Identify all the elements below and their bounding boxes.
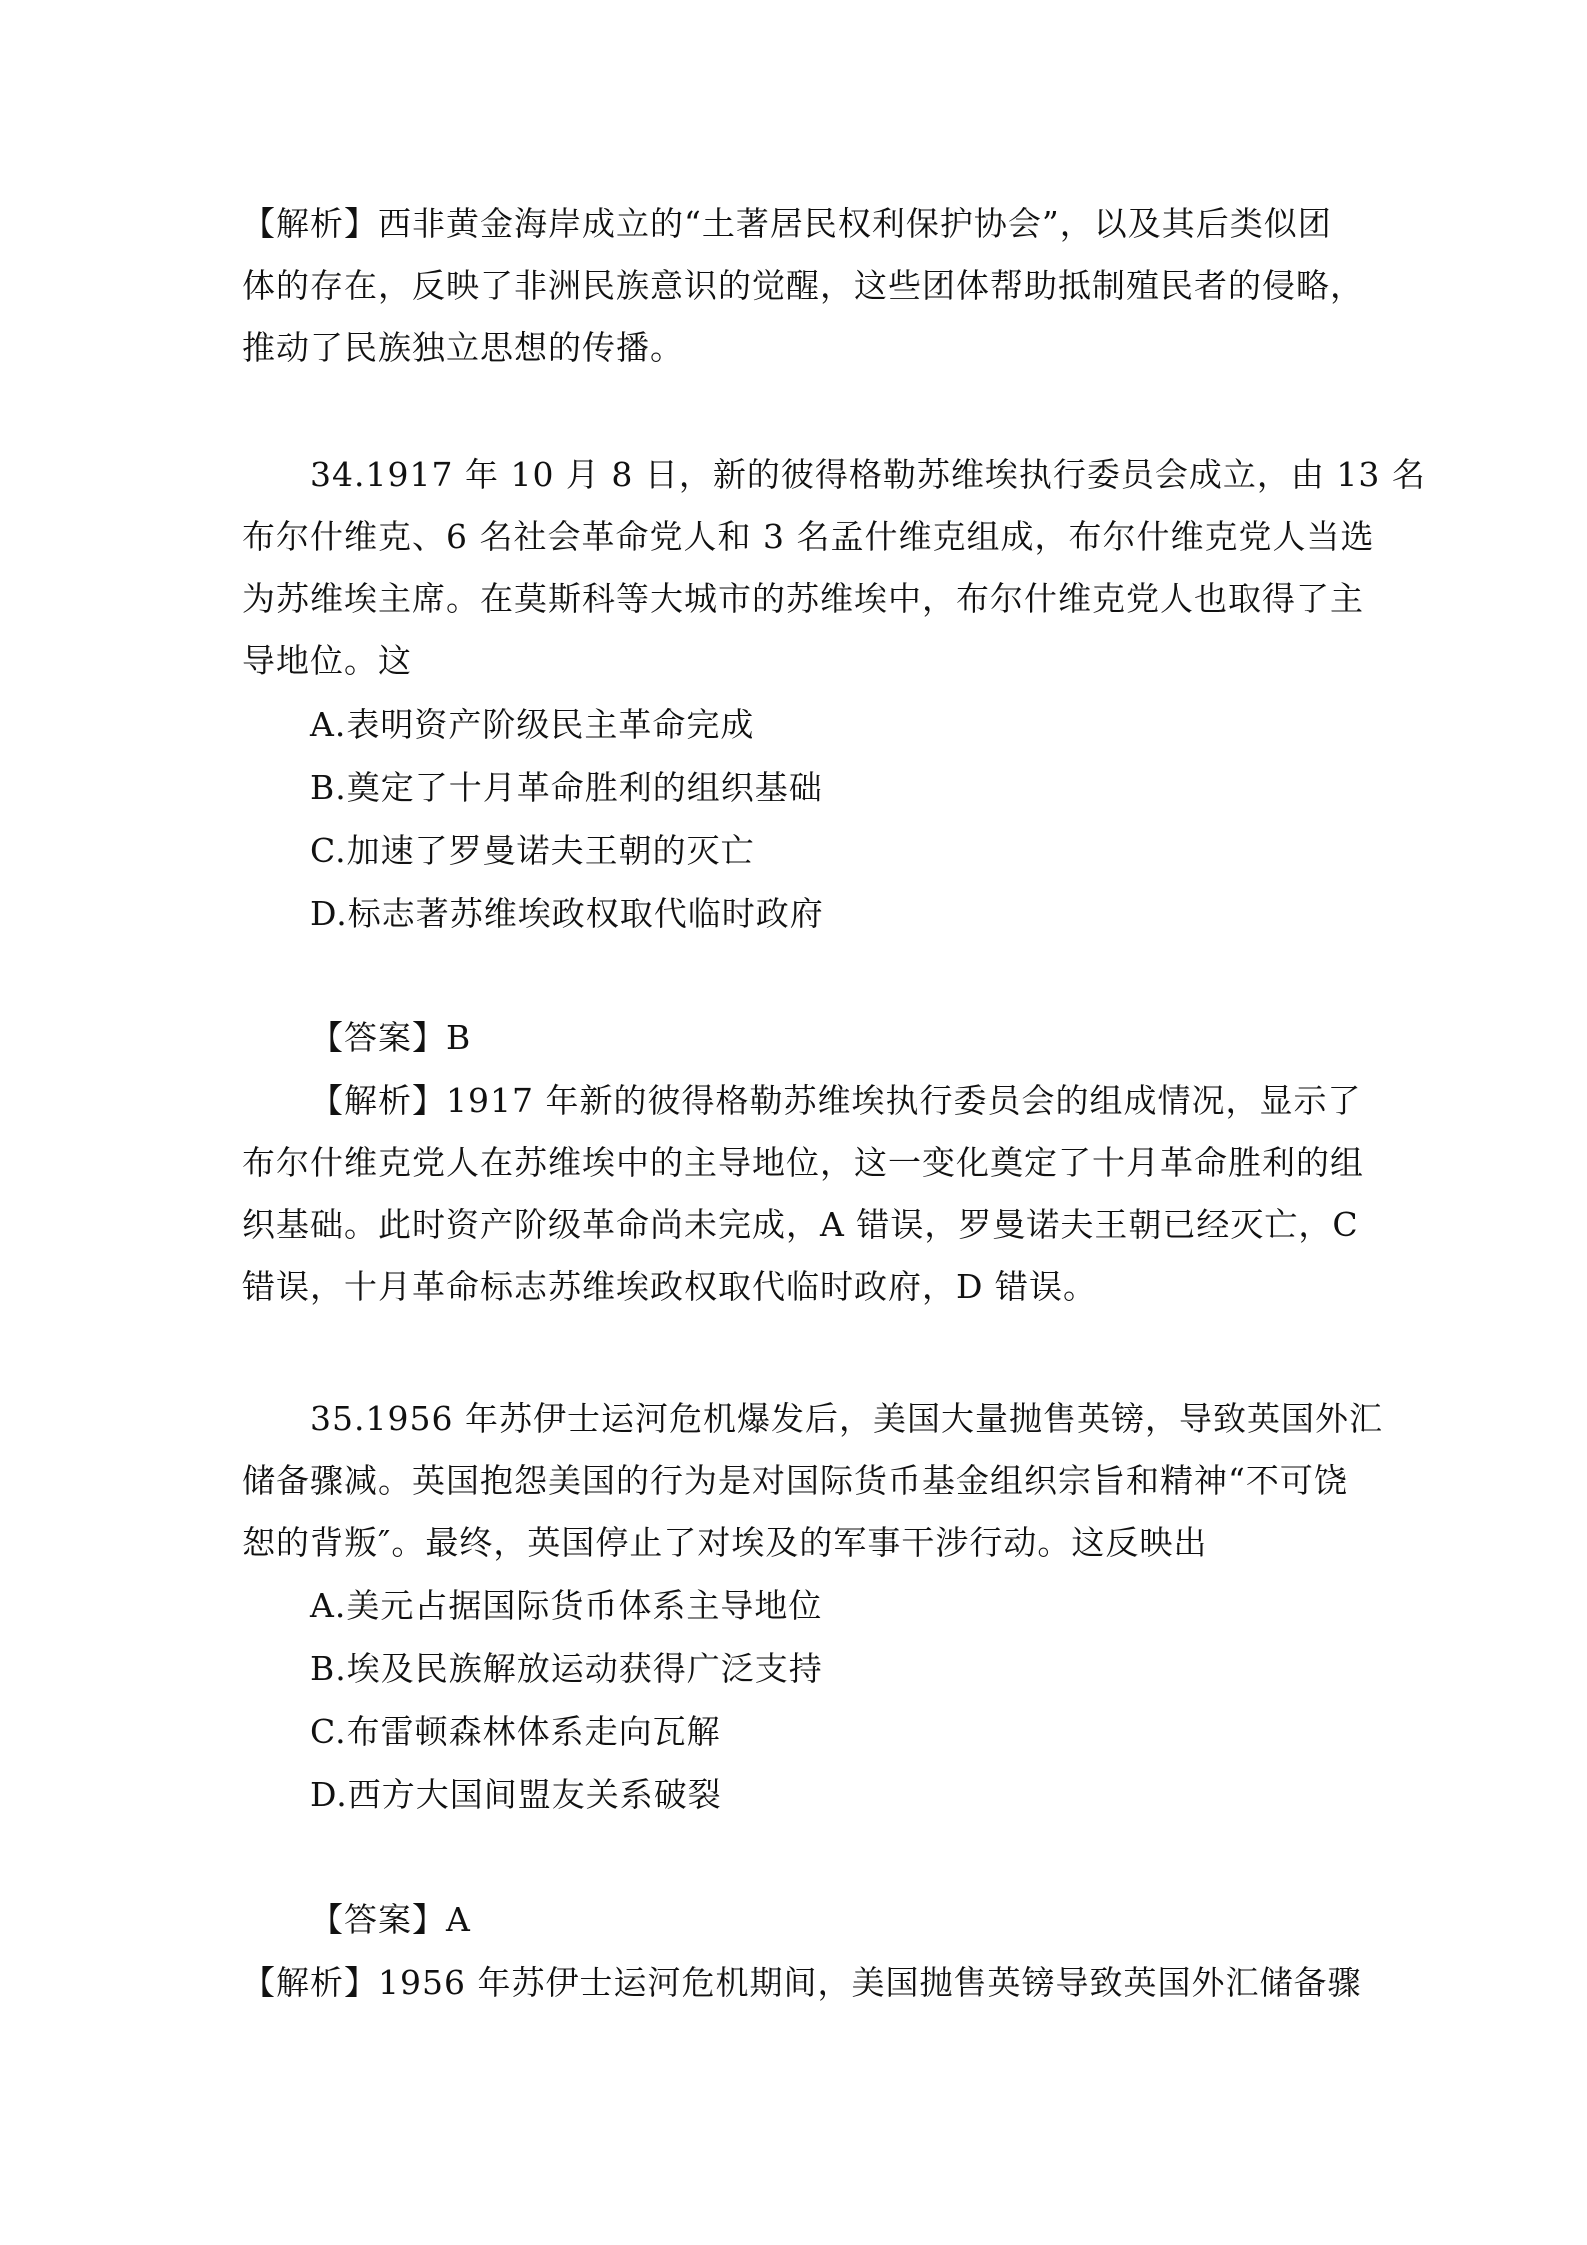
analysis-line: 体的存在，反映了非洲民族意识的觉醒，这些团体帮助抵制殖民者的侵略，: [242, 266, 1364, 305]
question-34-analysis: [242, 1070, 1364, 1318]
question-35-option-a: A.美元占据国际货币体系主导地位: [310, 1586, 823, 1625]
question-34-option-a: A.表明资产阶级民主革命完成: [310, 705, 755, 744]
stem-line: 储备骤减。英国抱怨美国的行为是对国际货币基金组织宗旨和精神“不可饶: [242, 1461, 1348, 1500]
question-34-option-b: B.奠定了十月革命胜利的组织基础: [310, 768, 823, 807]
question-35-analysis: [242, 1952, 1362, 2014]
analysis-line: 布尔什维克党人在苏维埃中的主导地位，这一变化奠定了十月革命胜利的组: [242, 1143, 1364, 1182]
stem-line: 为苏维埃主席。在莫斯科等大城市的苏维埃中，布尔什维克党人也取得了主: [242, 579, 1364, 618]
analysis-line: 【解析】西非黄金海岸成立的“土著居民权利保护协会”，以及其后类似团: [242, 204, 1332, 243]
stem-line: 恕的背叛″。最终，英国停止了对埃及的军事干涉行动。这反映出: [242, 1523, 1208, 1562]
question-35-stem: [242, 1388, 1383, 1574]
question-35-option-c: C.布雷顿森林体系走向瓦解: [310, 1712, 721, 1751]
stem-line: 布尔什维克、6 名社会革命党人和 3 名孟什维克组成，布尔什维克党人当选: [242, 517, 1375, 556]
question-34-option-c: C.加速了罗曼诺夫王朝的灭亡: [310, 831, 755, 870]
question-34-option-d: D.标志著苏维埃政权取代临时政府: [310, 894, 824, 933]
analysis-line: 【解析】1917 年新的彼得格勒苏维埃执行委员会的组成情况，显示了: [310, 1081, 1362, 1120]
question-34-answer: 【答案】B: [310, 1018, 472, 1057]
stem-line: 34.1917 年 10 月 8 日，新的彼得格勒苏维埃执行委员会成立，由 13 名: [310, 455, 1426, 494]
analysis-line: 错误，十月革命标志苏维埃政权取代临时政府，D 错误。: [242, 1267, 1097, 1306]
question-35-option-d: D.西方大国间盟友关系破裂: [310, 1775, 722, 1814]
question-34-stem: [242, 444, 1426, 692]
analysis-line: 【解析】1956 年苏伊士运河危机期间，美国抛售英镑导致英国外汇储备骤: [242, 1963, 1362, 2002]
question-35-option-b: B.埃及民族解放运动获得广泛支持: [310, 1649, 823, 1688]
stem-line: 导地位。这: [242, 641, 412, 680]
analysis-line: 织基础。此时资产阶级革命尚未完成，A 错误，罗曼诺夫王朝已经灭亡，C: [242, 1205, 1359, 1244]
analysis-line: 推动了民族独立思想的传播。: [242, 328, 684, 367]
question-35-answer: 【答案】A: [310, 1900, 471, 1939]
previous-analysis: [242, 193, 1364, 379]
stem-line: 35.1956 年苏伊士运河危机爆发后，美国大量抛售英镑，导致英国外汇: [310, 1399, 1383, 1438]
